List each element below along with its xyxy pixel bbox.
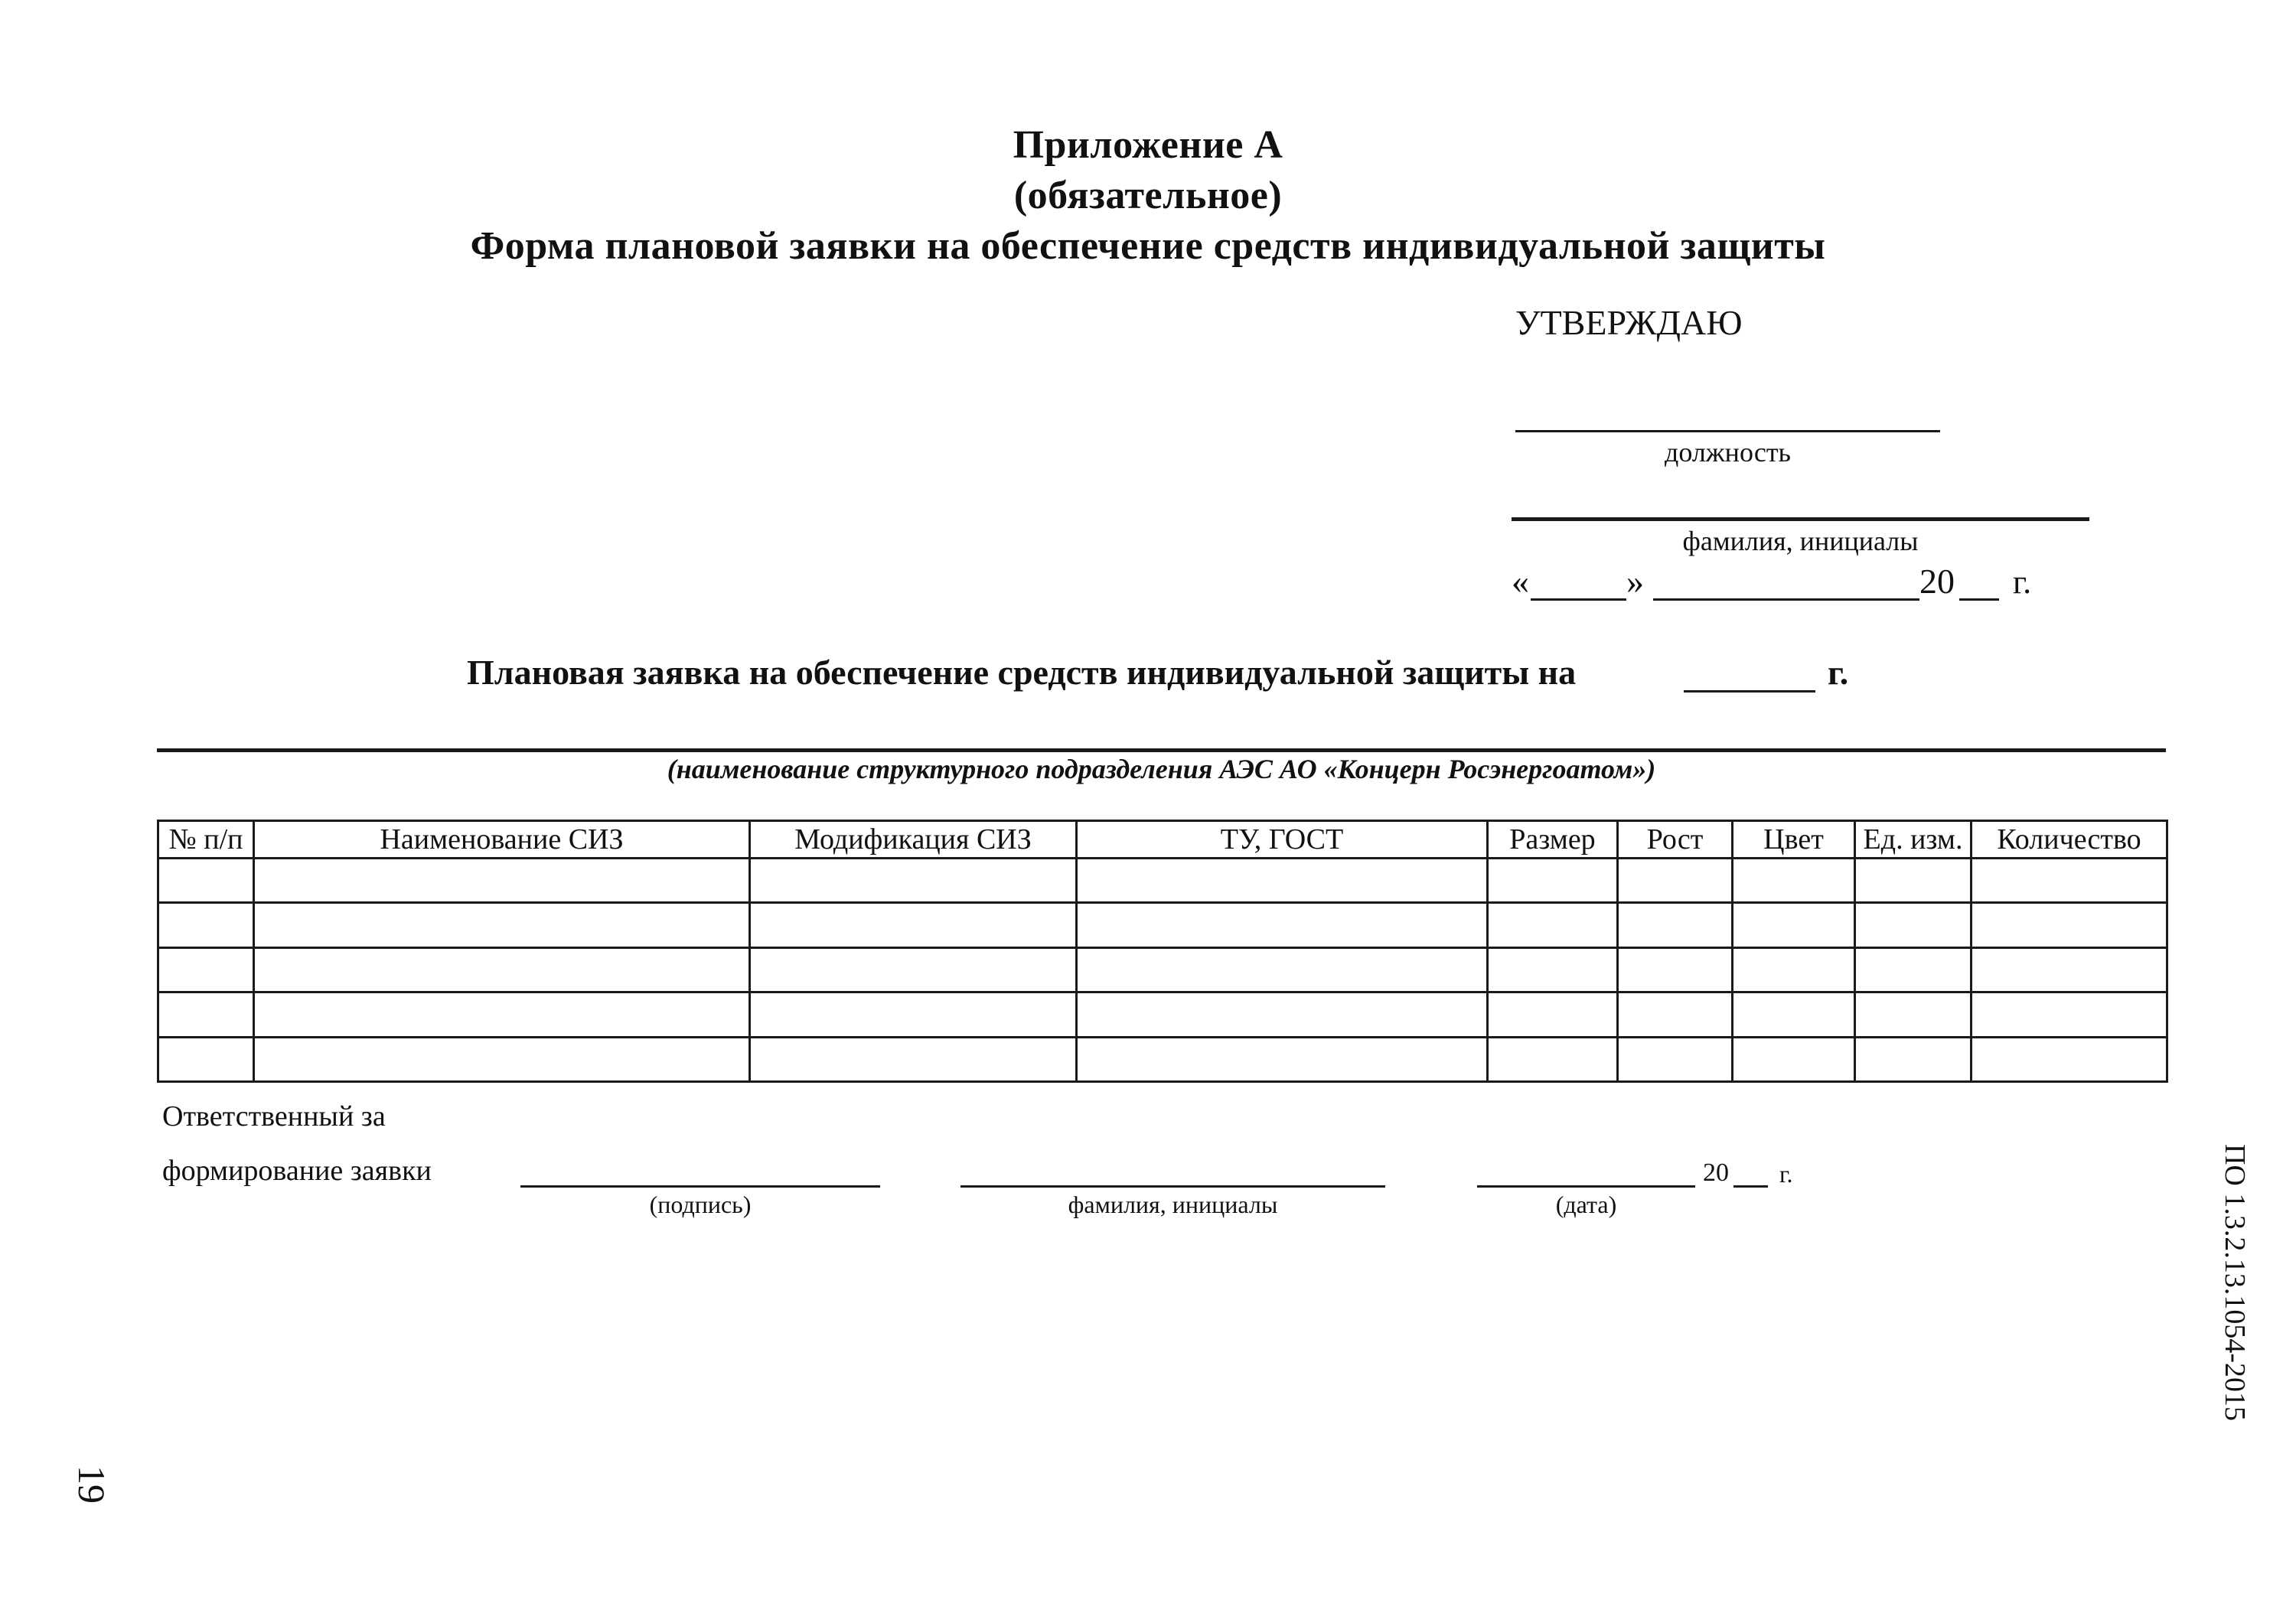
table-cell[interactable] <box>254 1037 750 1081</box>
table-cell[interactable] <box>750 1037 1077 1081</box>
table-cell[interactable] <box>254 859 750 903</box>
header-unit: Ед. изм. <box>1855 821 1971 859</box>
responsible-year-suffix: г. <box>1779 1160 1793 1188</box>
table-cell[interactable] <box>750 903 1077 947</box>
approval-year-prefix: 20 <box>1919 562 1955 601</box>
table-cell[interactable] <box>1733 859 1855 903</box>
approval-date-open-quote: « <box>1512 562 1529 601</box>
document-code: ПО 1.3.2.13.1054-2015 <box>2219 1143 2251 1422</box>
table-cell[interactable] <box>1077 859 1488 903</box>
table-cell[interactable] <box>1488 859 1618 903</box>
table-cell[interactable] <box>254 992 750 1037</box>
table-cell[interactable] <box>1855 859 1971 903</box>
approval-day-line <box>1531 598 1626 601</box>
table-cell[interactable] <box>158 947 254 992</box>
date-caption: (дата) <box>1555 1191 1617 1218</box>
table-row <box>158 1037 2167 1081</box>
table-cell[interactable] <box>1077 947 1488 992</box>
table-cell[interactable] <box>1733 947 1855 992</box>
appendix-title: Приложение А <box>1013 123 1283 167</box>
table-cell[interactable] <box>1488 947 1618 992</box>
table-cell[interactable] <box>158 1037 254 1081</box>
table-header-row <box>158 821 2167 859</box>
table-row <box>158 903 2167 947</box>
responsible-year-line <box>1733 1185 1768 1188</box>
request-year-suffix: г. <box>1828 653 1849 692</box>
table-cell[interactable] <box>1855 992 1971 1037</box>
table-cell[interactable] <box>158 903 254 947</box>
responsible-line2: формирование заявки <box>162 1155 432 1187</box>
table-cell[interactable] <box>1488 903 1618 947</box>
table-cell[interactable] <box>750 947 1077 992</box>
table-cell[interactable] <box>1488 1037 1618 1081</box>
header-size: Размер <box>1488 821 1618 859</box>
responsible-year-prefix: 20 <box>1703 1159 1729 1187</box>
table-cell[interactable] <box>1971 859 2167 903</box>
table-cell[interactable] <box>1618 903 1733 947</box>
table-cell[interactable] <box>1618 859 1733 903</box>
table-row <box>158 992 2167 1037</box>
table-cell[interactable] <box>1077 903 1488 947</box>
approval-date-close-quote: » <box>1626 562 1644 601</box>
table-cell[interactable] <box>1077 1037 1488 1081</box>
table-row <box>158 859 2167 903</box>
name-caption: фамилия, инициалы <box>1682 526 1919 556</box>
table-cell[interactable] <box>1733 903 1855 947</box>
table-cell[interactable] <box>1618 992 1733 1037</box>
responsible-line1: Ответственный за <box>162 1100 386 1133</box>
table-cell[interactable] <box>750 859 1077 903</box>
page-number: 19 <box>70 1465 113 1504</box>
appendix-status: (обязательное) <box>1013 174 1283 217</box>
subdivision-line <box>157 748 2166 752</box>
siz-table <box>157 820 2168 1083</box>
signature-caption: (подпись) <box>649 1191 752 1218</box>
table-cell[interactable] <box>1855 947 1971 992</box>
responsible-name-line <box>960 1185 1385 1188</box>
position-line <box>1515 430 1940 432</box>
table-cell[interactable] <box>1618 1037 1733 1081</box>
table-cell[interactable] <box>254 903 750 947</box>
table-cell[interactable] <box>158 992 254 1037</box>
date-line <box>1477 1185 1695 1188</box>
header-tu-gost: ТУ, ГОСТ <box>1077 821 1488 859</box>
table-cell[interactable] <box>1971 947 2167 992</box>
header-color: Цвет <box>1733 821 1855 859</box>
table-cell[interactable] <box>1855 1037 1971 1081</box>
request-title: Плановая заявка на обеспечение средств индивидуальной защиты на <box>467 653 1577 692</box>
approval-year-line <box>1959 598 1999 601</box>
form-title: Форма плановой заявки на обеспечение средств индивидуальной защиты <box>470 224 1826 268</box>
table-cell[interactable] <box>1077 992 1488 1037</box>
header-siz-name: Наименование СИЗ <box>254 821 750 859</box>
table-cell[interactable] <box>1855 903 1971 947</box>
table-cell[interactable] <box>1618 947 1733 992</box>
approval-month-line <box>1653 598 1919 601</box>
table-cell[interactable] <box>1971 1037 2167 1081</box>
table-cell[interactable] <box>254 947 750 992</box>
subdivision-caption: (наименование структурного подразделения АЭС АО «Концерн Росэнергоатом») <box>667 754 1656 784</box>
header-quantity: Количество <box>1971 821 2167 859</box>
request-year-line <box>1684 690 1815 693</box>
table-cell[interactable] <box>750 992 1077 1037</box>
approval-year-suffix: г. <box>2013 563 2032 601</box>
table-row <box>158 947 2167 992</box>
responsible-name-caption: фамилия, инициалы <box>1068 1191 1278 1218</box>
table-cell[interactable] <box>1733 1037 1855 1081</box>
approve-label: УТВЕРЖДАЮ <box>1515 303 1743 342</box>
position-caption: должность <box>1665 437 1791 468</box>
header-siz-modification: Модификация СИЗ <box>750 821 1077 859</box>
signature-line <box>520 1185 880 1188</box>
table-cell[interactable] <box>1733 992 1855 1037</box>
header-height: Рост <box>1618 821 1733 859</box>
name-line <box>1512 517 2089 521</box>
table-cell[interactable] <box>158 859 254 903</box>
table-cell[interactable] <box>1488 992 1618 1037</box>
table-cell[interactable] <box>1971 992 2167 1037</box>
header-number: № п/п <box>158 821 254 859</box>
table-cell[interactable] <box>1971 903 2167 947</box>
